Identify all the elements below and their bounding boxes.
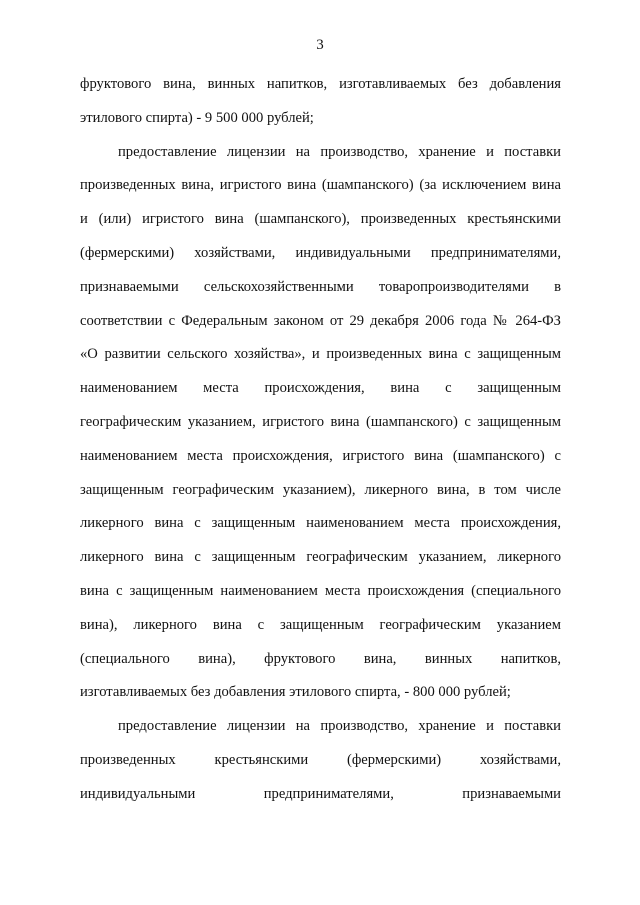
text-line: защищенным географическим указанием), ликерного вина, в том числе <box>80 481 561 498</box>
document-body <box>80 68 561 812</box>
text-line: географическим указанием, игристого вина (шампанского) с защищенным <box>80 413 561 430</box>
text-line: произведенных крестьянскими (фермерскими) хозяйствами, <box>80 751 561 768</box>
page-number: 3 <box>316 37 324 53</box>
text-line: наименованием места происхождения, вина с защищенным <box>80 380 561 397</box>
text-line: изготавливаемых без добавления этилового спирта, - 800 000 рублей; <box>80 684 511 701</box>
text-line: соответствии с Федеральным законом от 29 декабря 2006 года № 264-ФЗ <box>80 312 561 329</box>
text-line: фруктового вина, винных напитков, изготавливаемых без добавления <box>80 76 561 92</box>
text-line: произведенных вина, игристого вина (шампанского) (за исключением вина <box>80 177 561 194</box>
text-line: ликерного вина с защищенным наименованием места происхождения, <box>80 515 561 532</box>
text-line: вина), ликерного вина с защищенным географическим указанием <box>80 616 561 633</box>
text-line: наименованием места происхождения, игристого вина (шампанского) с <box>80 447 561 464</box>
text-line: вина с защищенным наименованием места происхождения (специального <box>80 582 561 599</box>
text-line: предоставление лицензии на производство, хранение и поставки <box>118 718 561 735</box>
text-line: и (или) игристого вина (шампанского), произведенных крестьянскими <box>80 211 561 228</box>
text-line: предоставление лицензии на производство, хранение и поставки <box>118 143 561 160</box>
text-line: этилового спирта) - 9 500 000 рублей; <box>80 109 314 126</box>
text-line: признаваемыми сельскохозяйственными товаропроизводителями в <box>80 278 561 295</box>
text-line: «О развитии сельского хозяйства», и произведенных вина с защищенным <box>80 346 561 363</box>
text-line: (фермерскими) хозяйствами, индивидуальными предпринимателями, <box>80 244 561 261</box>
text-line: (специального вина), фруктового вина, винных напитков, <box>80 650 561 667</box>
text-line: ликерного вина с защищенным географическим указанием, ликерного <box>80 549 561 566</box>
text-line: индивидуальными предпринимателями, признаваемыми <box>80 785 561 802</box>
